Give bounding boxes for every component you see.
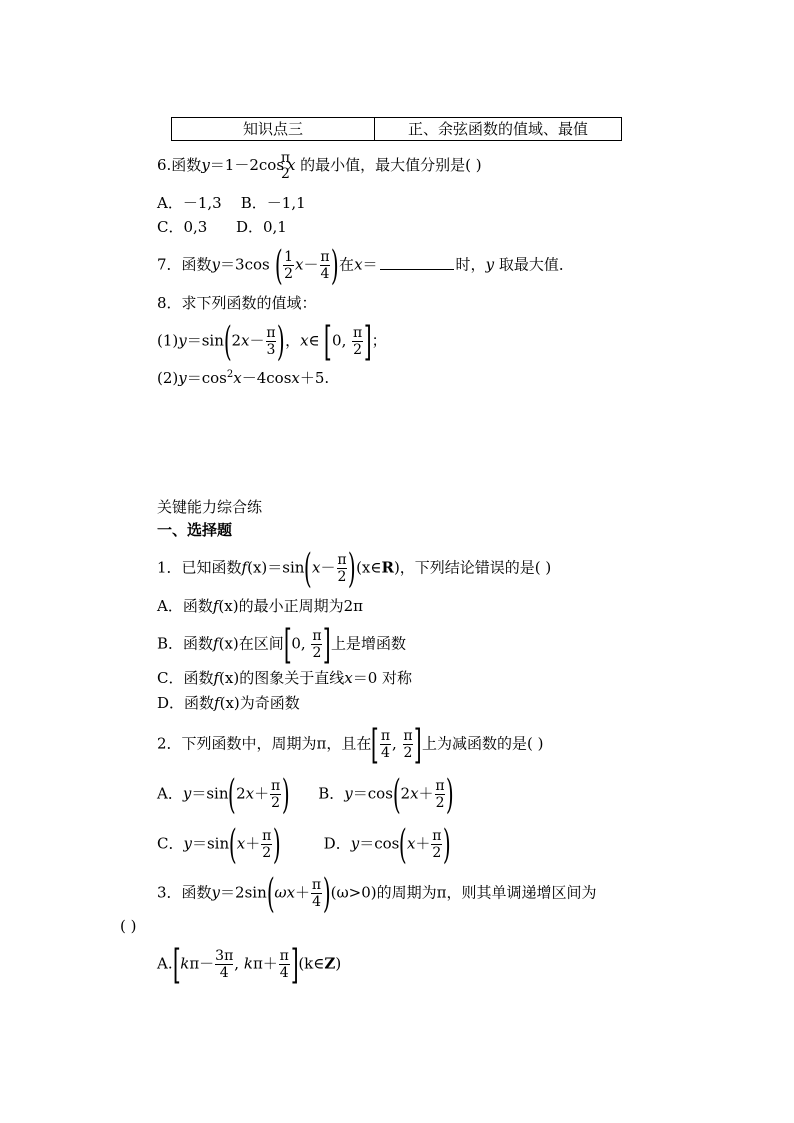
question-6: 6.函数y＝1－2cos π 2 x 的最小值，最大值分别是( ) — [157, 150, 482, 182]
section-subtitle: 一、选择题 — [157, 521, 233, 539]
question-7: 7．函数y＝3cos ( $\frac{1}{2}$ x－ $\frac{\pi}{4}$ )在x＝ 时，y 取最大值． — [157, 242, 574, 289]
question-1-option-d: D．函数f(x)为奇函数 — [157, 694, 300, 712]
question-8-part-2: $(2)y=\cos^2x-4\cos x+5$. — [157, 369, 330, 387]
knowledge-point-label: 知识点三 — [172, 118, 375, 141]
knowledge-point-table — [171, 117, 622, 141]
section-title: 关键能力综合练 — [157, 498, 263, 516]
question-6-options-cd: C．0,3 D．0,1 — [157, 218, 287, 236]
fraction: π 2 — [280, 150, 291, 182]
question-3: 3．函数y＝2sin(ωx＋ $\frac{\pi}{4}$ )(ω>0)的周期为π，则其单调递增区间为 — [157, 870, 597, 917]
question-2-options-ab: A．y＝sin(2x＋ $\frac{\pi}{2}$ ) B．y＝cos(2x＋ $\frac{\pi}{2}$ ) — [157, 771, 455, 818]
question-1: 1．已知函数f(x)＝sin(x－ $\frac{\pi}{2}$ )(x∈R)，下列结论错误的是( ) — [157, 545, 552, 592]
question-2-options-cd: C．y＝sin(x＋ $\frac{\pi}{2}$ ) D．y＝cos(x＋ $\frac{\pi}{2}$ ) — [157, 821, 452, 868]
question-8-title: 8．求下列函数的值域： — [157, 294, 317, 312]
question-3-answer-paren: ( ) — [120, 917, 137, 935]
knowledge-point-topic: 正、余弦函数的值域、最值 — [375, 118, 622, 141]
question-1-option-a: A．函数f(x)的最小正周期为2π — [157, 597, 363, 615]
question-1-option-c: C．函数f(x)的图象关于直线x＝0 对称 — [157, 669, 413, 687]
question-2: 2．下列函数中，周期为π，且在[ $\frac{\pi}{4}$ , $\frac{\pi}{2}$ ]上为减函数的是( ) — [157, 721, 544, 768]
question-3-option-a: A.[kπ－ $\frac{3\pi}{4}$ , kπ＋ $\frac{\pi}{4}$ ](k∈Z) — [157, 941, 342, 988]
answer-blank[interactable] — [380, 255, 454, 270]
question-6-options-ab: A．－1,3 B．－1,1 — [157, 194, 306, 212]
question-8-part-1: (1)y＝sin(2x－ $\frac{\pi}{3}$ )，x∈ [0, $\frac{\pi}{2}$ ]； — [157, 318, 387, 365]
question-1-option-b: B．函数f(x)在区间[0, $\frac{\pi}{2}$ ]上是增函数 — [157, 621, 407, 668]
